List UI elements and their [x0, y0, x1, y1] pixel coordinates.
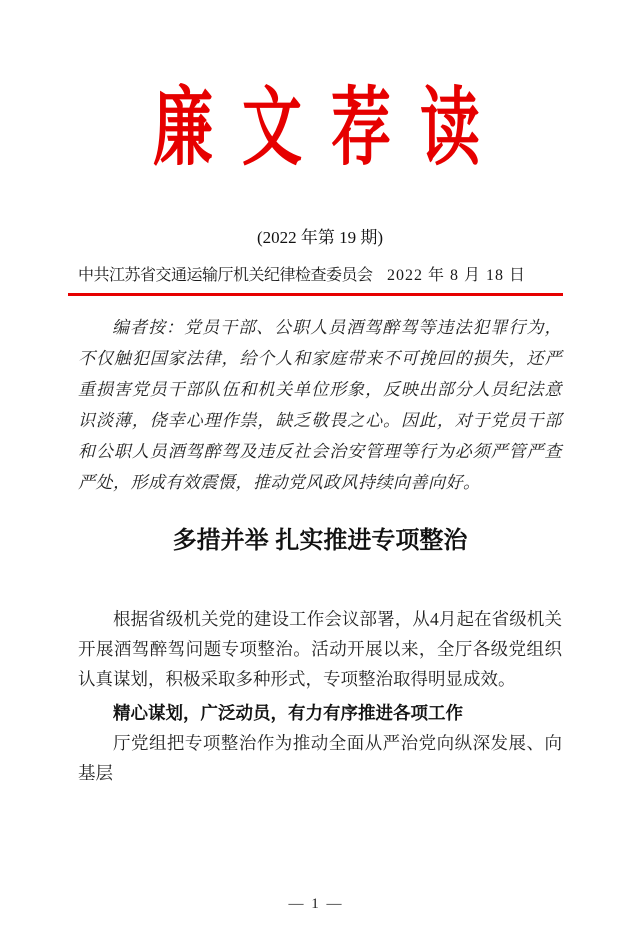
- document-page: [0, 81, 632, 941]
- article-paragraph-2: 厅党组把专项整治作为推动全面从严治党向纵深发展、向基层: [78, 733, 562, 783]
- masthead-title: 廉 文 荐 读: [153, 81, 487, 176]
- publication-date: 2022 年 8 月 18 日: [386, 267, 526, 284]
- editor-note-paragraph: 编者按：党员干部、公职人员酒驾醉驾等违法犯罪行为，不仅触犯国家法律，给个人和家庭带来不可挽回的损失，还严重损害党员干部队伍和机关单位形象，反映出部分人员纪法意识淡薄，侥幸心理作祟，缺乏敬畏之心。因此，对于党员干部和公职人员酒驾醉驾及违反社会治安管理等行为必须严管严查严处，形成有效震慑，推动党风政风持续向善向好。: [78, 318, 562, 492]
- publisher-name: 中共江苏省交通运输厅机关纪律检查委员会: [78, 267, 373, 284]
- article-title: 多措并举 扎实推进专项整治: [172, 527, 468, 554]
- article-subheading: 精心谋划，广泛动员，有力有序推进各项工作: [113, 703, 463, 723]
- article-paragraph-1: 根据省级机关党的建设工作会议部署，从4月起在省级机关开展酒驾醉驾问题专项整治。活动开展以来，全厅各级党组织认真谋划，积极采取多种形式，专项整治取得明显成效。: [78, 609, 562, 689]
- page-number: — 1 —: [288, 896, 344, 912]
- masthead-divider-rule: [68, 293, 563, 296]
- masthead-meta-row: [78, 265, 562, 287]
- issue-number: (2022 年第 19 期): [256, 228, 384, 247]
